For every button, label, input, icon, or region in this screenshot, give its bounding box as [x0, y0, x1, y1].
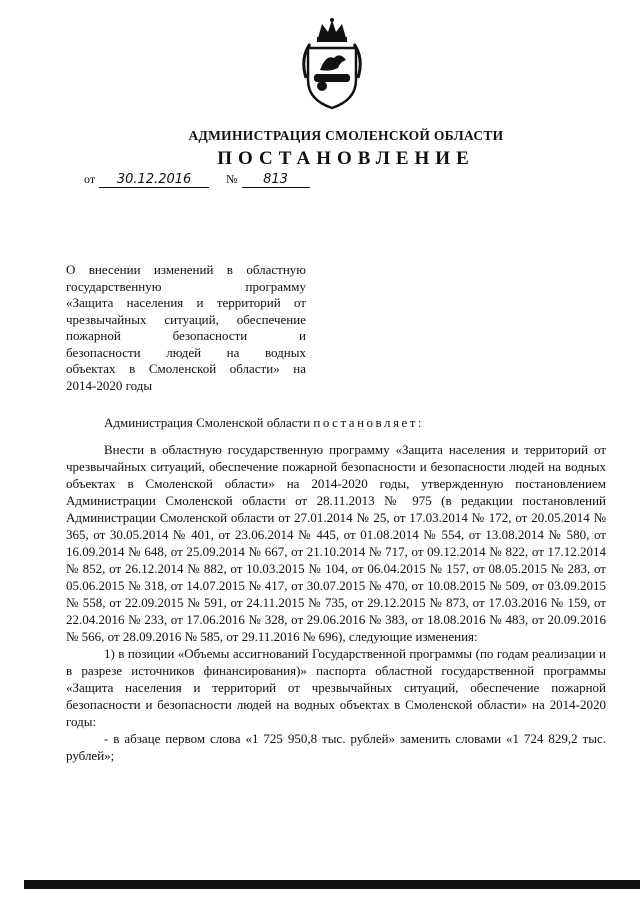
subject-line: чрезвычайных ситуаций, обеспечение: [66, 311, 306, 327]
number-prefix: №: [226, 172, 238, 186]
subject-line: «Защита населения и территорий от: [66, 295, 306, 310]
organization-name: АДМИНИСТРАЦИЯ СМОЛЕНСКОЙ ОБЛАСТИ: [188, 128, 504, 143]
decree-intro: Администрация Смоленской области: [104, 415, 311, 430]
decree-line: [66, 414, 606, 431]
subject-block: [66, 262, 306, 394]
coat-of-arms-icon: [296, 18, 368, 110]
subject-line: безопасности людей на водных: [66, 344, 306, 360]
subject-line: 2014-2020 годы: [66, 377, 153, 393]
subject-line: О внесении изменений в областную: [66, 262, 306, 277]
subject-line: объектах в Смоленской области» на: [66, 361, 306, 376]
main-paragraph: Внести в областную государственную программу «Защита населения и территорий от чрезвычайных ситуаций, обеспечение пожарной безопасности и безопасности людей на водных объектах в Смоленской области» на 2014-2020 годы, утвержденную постановлением Администрации Смоленской области от 28.11.2013 № 975 (в редакции постановлений Администрации Смоленской области от 27.01.2014 № 25, от 17.03.2014 № 172, от 20.05.2014 № 365, от 30.05.2014 № 401, от 23.06.2014 № 445, от 01.08.2014 № 554, от 13.08.2014 № 580, от 16.09.2014 № 648, от 25.09.2014 № 667, от 21.10.2014 № 717, от 09.12.2014 № 822, от 17.12.2014 № 852, от 26.12.2014 № 882, от 10.03.2015 № 104, от 06.04.2015 № 157, от 08.05.2015 № 283, от 05.06.2015 № 318, от 14.07.2015 № 417, от 30.07.2015 № 470, от 10.08.2015 № 509, от 03.09.2015 № 558, от 22.09.2015 № 591, от 24.11.2015 № 735, от 29.12.2015 № 873, от 17.03.2016 № 159, от 22.04.2016 № 233, от 17.06.2016 № 328, от 29.06.2016 № 383, от 18.08.2016 № 483, от 20.09.2016 № 566, от 28.09.2016 № 585, от 29.11.2016 № 696), следующие изменения:: [66, 442, 606, 644]
number-value: 813: [242, 172, 310, 188]
subject-line: пожарной безопасности и: [66, 328, 306, 343]
document-type: ПОСТАНОВЛЕНИЕ: [217, 148, 475, 169]
item-1-sub: - в абзаце первом слова «1 725 950,8 тыс. рублей» заменить словами «1 724 829,2 тыс. рублей»;: [66, 731, 606, 763]
date-prefix: от: [84, 172, 96, 186]
scan-edge-bar: [24, 880, 640, 889]
date-value: 30.12.2016: [99, 172, 209, 188]
subject-line: государственную программу: [66, 278, 306, 294]
item-1: 1) в позиции «Объемы ассигнований Государственной программы (по годам реализации и в разрезе источников финансирования)» паспорта областной государственной программы «Защита населения и территорий от чрезвычайных ситуаций, обеспечение пожарной безопасности и безопасности людей на водных объектах в Смоленской области» на 2014-2020 годы:: [66, 646, 606, 729]
date-number-line: [84, 172, 310, 188]
document-body: [66, 414, 606, 764]
decree-verb: постановляет:: [313, 415, 425, 430]
